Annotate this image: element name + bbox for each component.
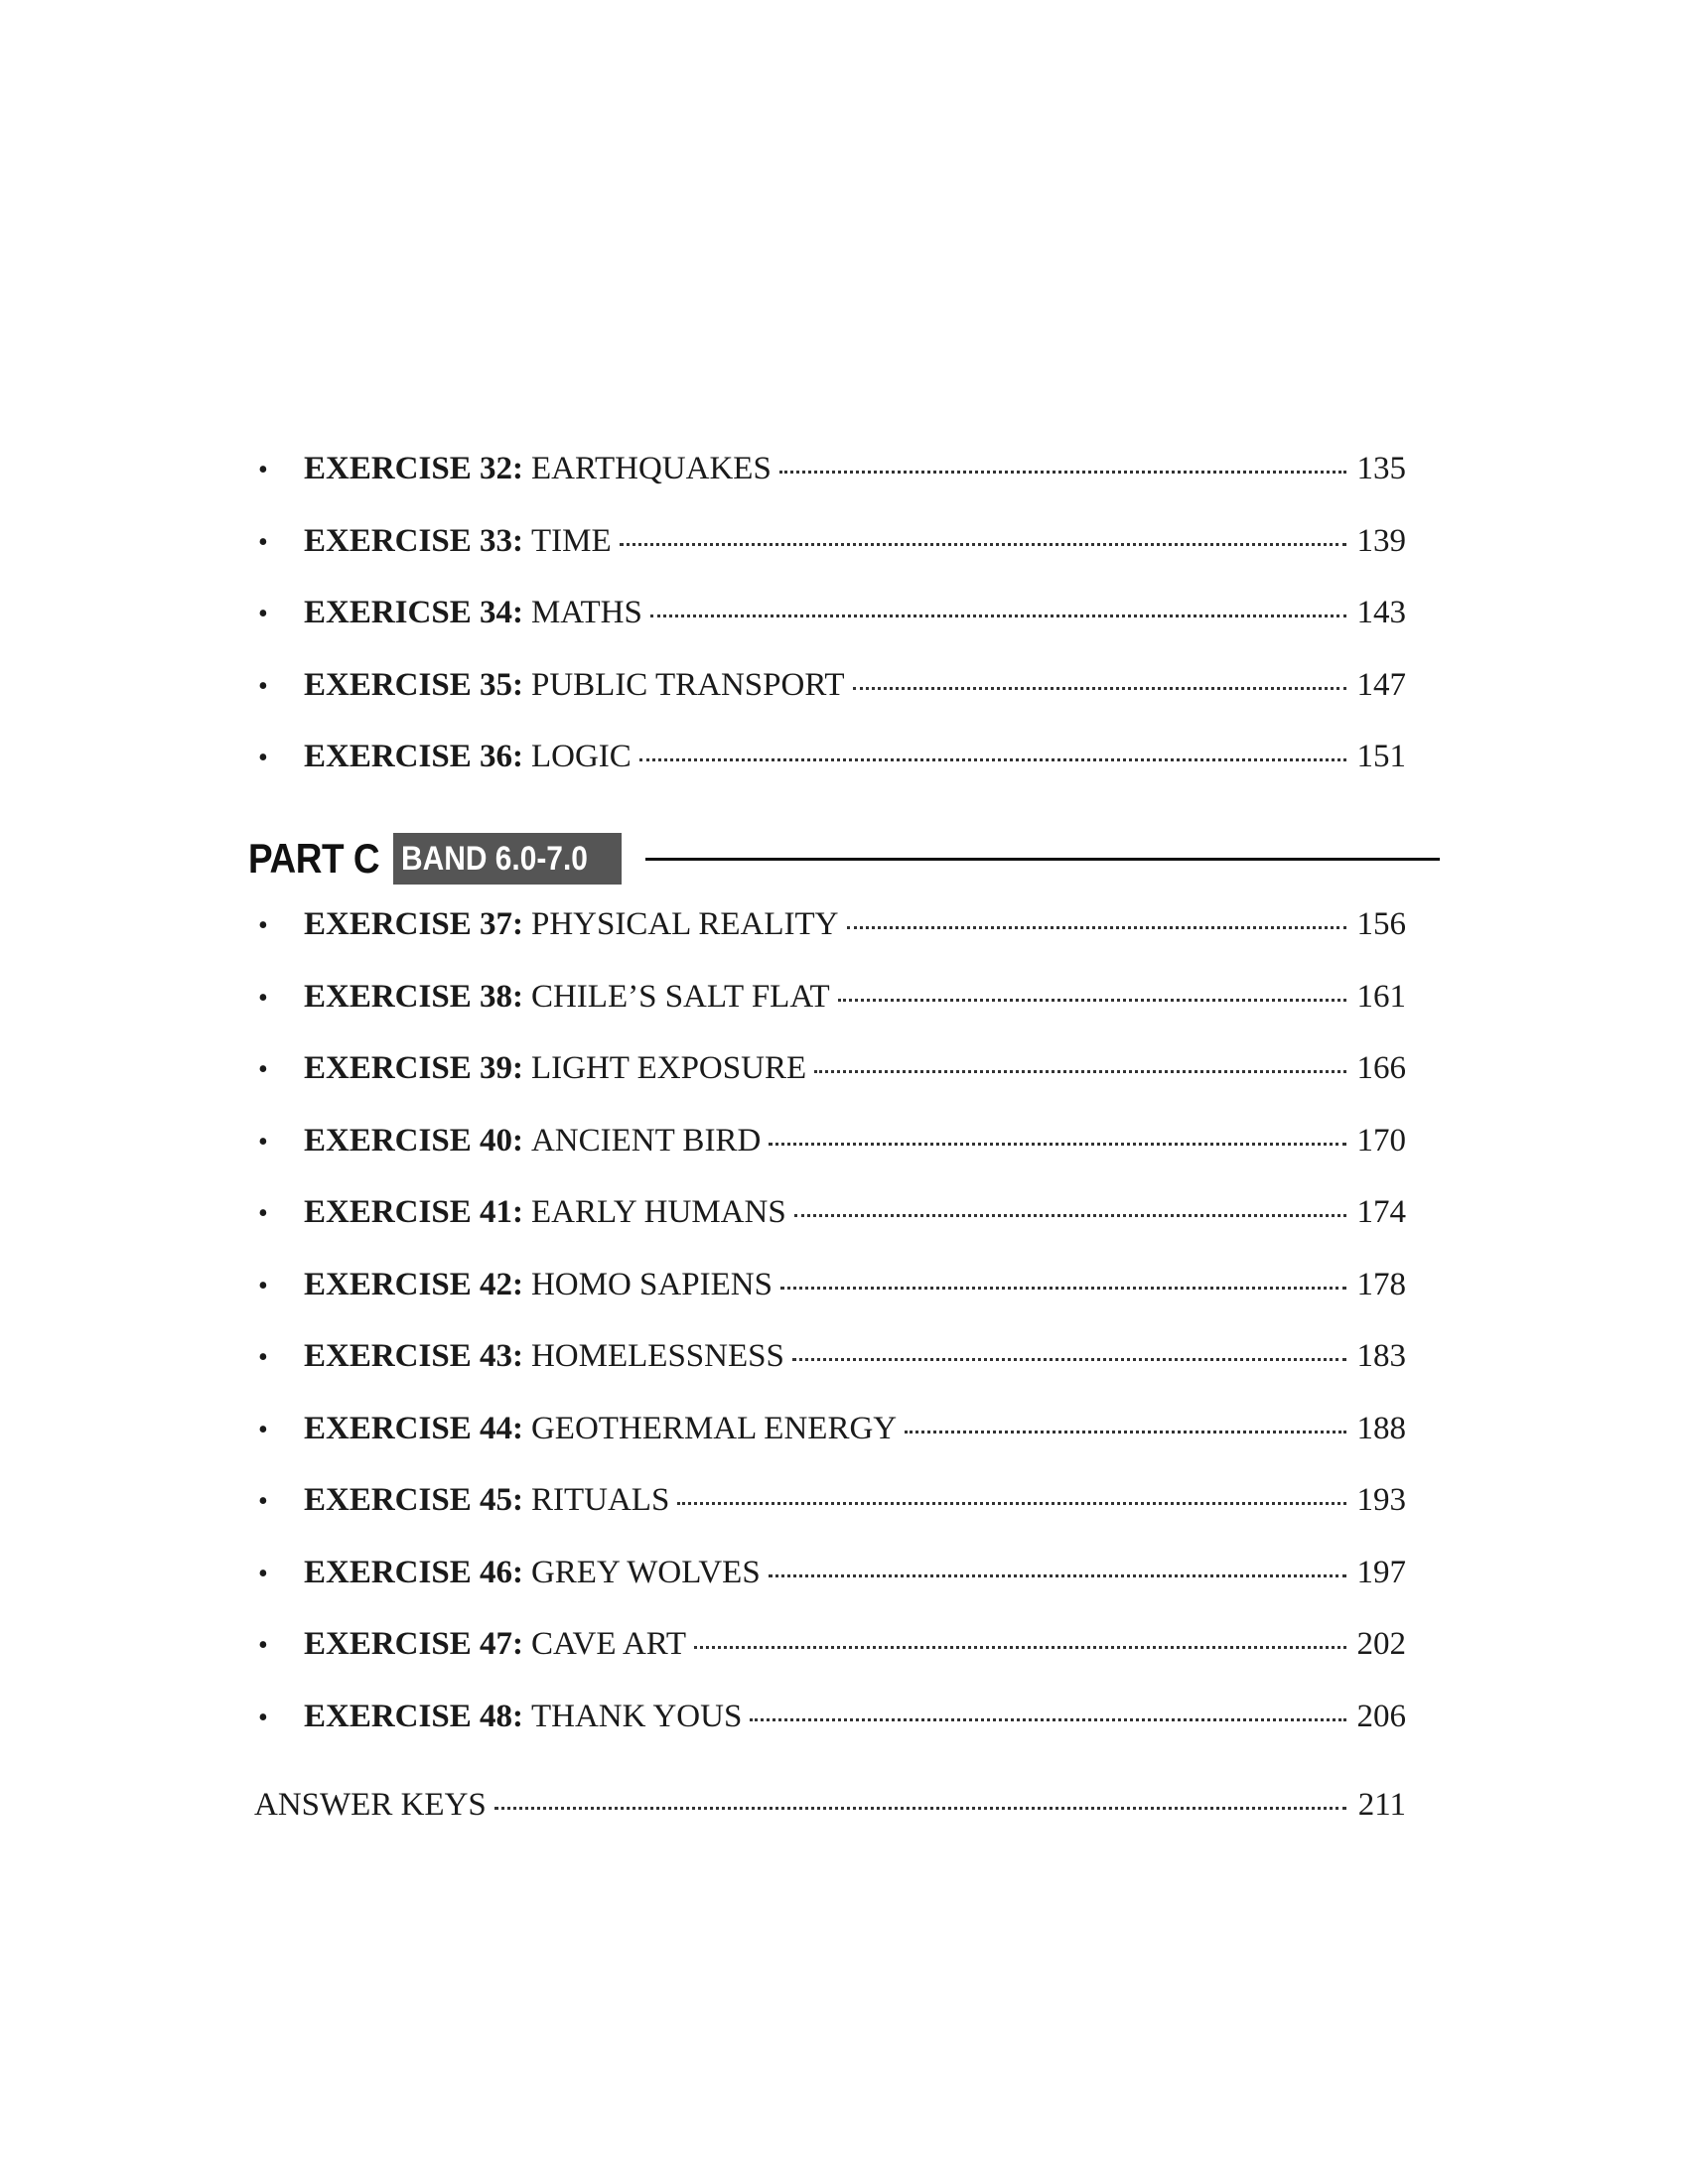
toc-entry[interactable] [258, 908, 1406, 981]
dot-leader [814, 1070, 1346, 1073]
exercise-title: PHYSICAL REALITY [530, 906, 839, 942]
page-number: 135 [1356, 451, 1406, 486]
exercise-number: EXERICSE 34: [304, 595, 523, 630]
toc-entry[interactable] [258, 1266, 1406, 1341]
page-number: 161 [1356, 978, 1406, 1015]
exercise-number: EXERCISE 48: [304, 1698, 523, 1734]
exercise-title: EARLY HUMANS [530, 1194, 786, 1230]
toc-entry[interactable] [258, 597, 1406, 669]
exercise-number: EXERCISE 32: [304, 451, 523, 486]
exercise-number: EXERCISE 46: [304, 1554, 523, 1590]
bullet-icon: • [258, 743, 268, 773]
toc-entry[interactable] [258, 1340, 1406, 1413]
dot-leader [779, 471, 1346, 474]
exercise-title: TIME [530, 522, 612, 559]
toc-entry[interactable] [258, 522, 1406, 598]
page-number: 211 [1357, 1787, 1406, 1823]
dot-leader [639, 758, 1346, 761]
page-number: 170 [1356, 1122, 1406, 1159]
exercise-title: CHILE’S SALT FLAT [530, 978, 830, 1015]
bullet-icon: • [258, 1126, 268, 1158]
bullet-icon: • [258, 455, 268, 485]
exercise-number: EXERCISE 33: [304, 522, 523, 559]
exercise-number: EXERCISE 38: [304, 978, 523, 1015]
dot-leader [792, 1358, 1346, 1361]
toc-entry[interactable] [258, 1698, 1406, 1773]
bullet-icon: • [258, 1486, 268, 1517]
exercise-number: EXERCISE 36: [304, 739, 523, 774]
toc-entry[interactable] [258, 1052, 1406, 1125]
dot-leader [853, 687, 1346, 690]
page-number: 151 [1356, 739, 1406, 774]
dot-leader [620, 543, 1346, 546]
dot-leader [677, 1502, 1346, 1505]
answer-keys-label: ANSWER KEYS [254, 1787, 487, 1823]
dot-leader [694, 1646, 1346, 1649]
heading-rule [645, 858, 1440, 861]
page-number: 202 [1356, 1626, 1406, 1662]
exercise-title: EARTHQUAKES [530, 451, 772, 486]
bullet-icon: • [258, 1558, 268, 1589]
bullet-icon: • [258, 910, 268, 941]
bullet-icon: • [258, 1414, 268, 1445]
bullet-icon: • [258, 1342, 268, 1373]
exercise-number: EXERCISE 37: [304, 906, 523, 942]
band-badge [393, 833, 622, 885]
exercise-number: EXERCISE 45: [304, 1482, 523, 1518]
band-label: BAND 6.0-7.0 [401, 840, 588, 878]
page-number: 197 [1356, 1554, 1406, 1590]
toc-list-part-b [258, 453, 1406, 813]
exercise-title: MATHS [530, 595, 642, 630]
toc-entry[interactable] [258, 1554, 1406, 1629]
toc-entry[interactable] [258, 1484, 1406, 1557]
dot-leader [494, 1807, 1346, 1810]
dot-leader [905, 1431, 1346, 1433]
bullet-icon: • [258, 1054, 268, 1085]
dot-leader [780, 1287, 1346, 1290]
exercise-title: GREY WOLVES [530, 1554, 761, 1590]
exercise-title: PUBLIC TRANSPORT [530, 666, 845, 703]
exercise-title: HOMO SAPIENS [530, 1266, 773, 1302]
bullet-icon: • [258, 526, 268, 558]
dot-leader [794, 1214, 1346, 1217]
exercise-number: EXERCISE 39: [304, 1050, 523, 1086]
toc-entry[interactable] [258, 978, 1406, 1053]
toc-entry[interactable] [258, 666, 1406, 742]
dot-leader [847, 926, 1347, 929]
part-c-heading [248, 832, 1440, 886]
toc-entry[interactable] [258, 1196, 1406, 1269]
toc-entry[interactable] [258, 741, 1406, 813]
page-number: 156 [1356, 906, 1406, 942]
page-number: 143 [1356, 595, 1406, 630]
toc-entry[interactable] [258, 1410, 1406, 1485]
page-number: 174 [1356, 1194, 1406, 1230]
exercise-number: EXERCISE 43: [304, 1338, 523, 1374]
bullet-icon: • [258, 1270, 268, 1301]
bullet-icon: • [258, 599, 268, 629]
bullet-icon: • [258, 982, 268, 1014]
exercise-title: RITUALS [530, 1482, 670, 1518]
exercise-title: HOMELESSNESS [530, 1338, 784, 1374]
dot-leader [769, 1574, 1346, 1577]
toc-entry-answer-keys[interactable] [254, 1787, 1406, 1824]
page-number: 188 [1356, 1410, 1406, 1446]
page-number: 183 [1356, 1338, 1406, 1374]
exercise-title: LOGIC [530, 739, 632, 774]
part-label: PART C [248, 835, 380, 882]
exercise-title: LIGHT EXPOSURE [530, 1050, 807, 1086]
exercise-number: EXERCISE 35: [304, 666, 523, 703]
exercise-number: EXERCISE 42: [304, 1266, 523, 1302]
exercise-number: EXERCISE 40: [304, 1122, 523, 1159]
toc-list-part-c [258, 908, 1406, 1772]
page-number: 206 [1356, 1698, 1406, 1734]
bullet-icon: • [258, 670, 268, 702]
exercise-number: EXERCISE 41: [304, 1194, 523, 1230]
page-number: 139 [1356, 522, 1406, 559]
exercise-number: EXERCISE 47: [304, 1626, 523, 1662]
page-number: 166 [1356, 1050, 1406, 1086]
page-number: 193 [1356, 1482, 1406, 1518]
dot-leader [769, 1143, 1346, 1146]
exercise-title: ANCIENT BIRD [530, 1122, 762, 1159]
bullet-icon: • [258, 1198, 268, 1229]
dot-leader [650, 614, 1346, 617]
exercise-number: EXERCISE 44: [304, 1410, 523, 1446]
toc-entry[interactable] [258, 1628, 1406, 1701]
bullet-icon: • [258, 1702, 268, 1733]
bullet-icon: • [258, 1630, 268, 1661]
page-number: 178 [1356, 1266, 1406, 1302]
exercise-title: CAVE ART [530, 1626, 686, 1662]
dot-leader [838, 999, 1346, 1002]
toc-entry[interactable] [258, 453, 1406, 525]
dot-leader [750, 1718, 1346, 1721]
exercise-title: GEOTHERMAL ENERGY [530, 1410, 898, 1446]
toc-entry[interactable] [258, 1122, 1406, 1197]
exercise-title: THANK YOUS [530, 1698, 743, 1734]
page-number: 147 [1356, 666, 1406, 703]
